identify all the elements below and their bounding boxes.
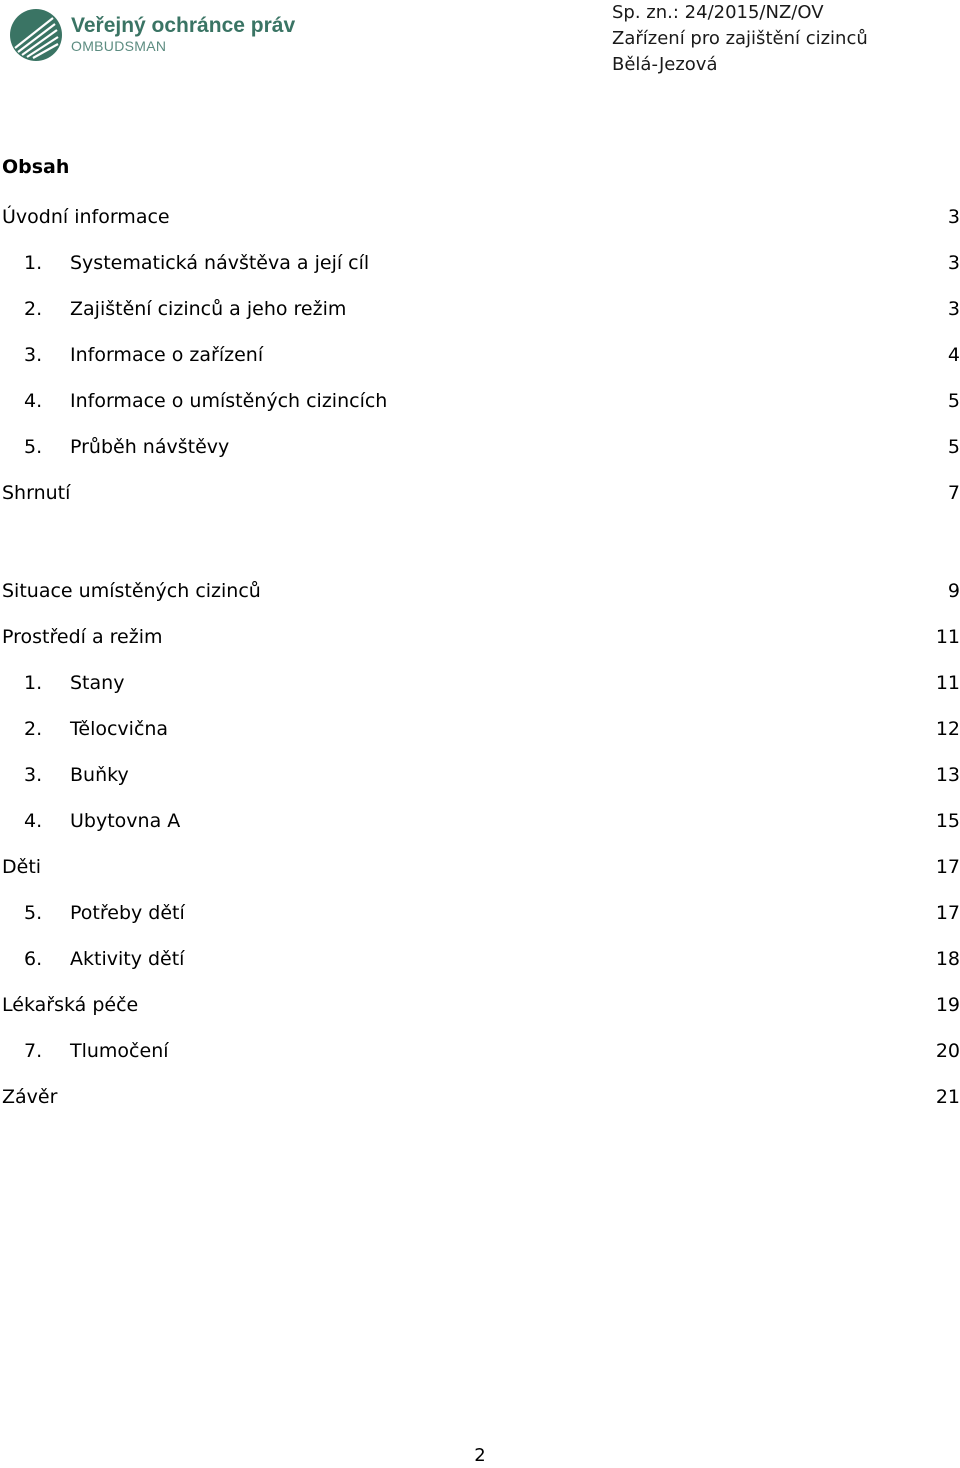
facility-location: Bělá-Jezová [612, 54, 718, 75]
toc-entry-page: 3 [947, 252, 960, 274]
toc-entry[interactable] [0, 894, 960, 940]
toc-entry-label: Lékařská péče [2, 994, 139, 1016]
toc-entry-page: 11 [935, 672, 960, 694]
toc-entry[interactable] [0, 428, 960, 474]
toc-entry-number: 1. [24, 672, 43, 694]
toc-entry-number: 5. [24, 902, 43, 924]
toc-entry-label: Ubytovna A [70, 810, 181, 832]
toc-entry[interactable] [0, 986, 960, 1032]
toc-entry[interactable] [0, 198, 960, 244]
toc-entry-label: Potřeby dětí [70, 902, 185, 924]
toc-entry-number: 3. [24, 344, 43, 366]
toc-entry-page: 17 [935, 856, 960, 878]
toc-entry-label: Závěr [2, 1086, 58, 1108]
reference-number: Sp. zn.: 24/2015/NZ/OV [612, 2, 824, 23]
toc-entry-label: Děti [2, 856, 42, 878]
toc-entry-page: 18 [935, 948, 960, 970]
toc-entry[interactable] [0, 940, 960, 986]
toc-entry-label: Informace o umístěných cizincích [70, 390, 388, 412]
toc-entry-page: 15 [935, 810, 960, 832]
toc-entry-page: 21 [935, 1086, 960, 1108]
toc-entry[interactable] [0, 756, 960, 802]
toc-entry-number: 3. [24, 764, 43, 786]
toc-entry-label: Tlumočení [70, 1040, 169, 1062]
toc-entry-label: Zajištění cizinců a jeho režim [70, 298, 347, 320]
toc-entry-page: 17 [935, 902, 960, 924]
toc-entry-label: Tělocvična [70, 718, 169, 740]
toc-entry[interactable] [0, 336, 960, 382]
toc-entry-label: Úvodní informace [2, 206, 170, 228]
toc-entry-label: Buňky [70, 764, 129, 786]
toc-entry-label: Systematická návštěva a její cíl [70, 252, 370, 274]
toc-entry[interactable] [0, 572, 960, 618]
toc-entry-page: 4 [947, 344, 960, 366]
toc-entry[interactable] [0, 1078, 960, 1124]
toc-entry-page: 13 [935, 764, 960, 786]
toc-entry-label: Aktivity dětí [70, 948, 185, 970]
toc-entry-number: 5. [24, 436, 43, 458]
toc-entry-number: 2. [24, 718, 43, 740]
logo-name: Veřejný ochránce práv [71, 14, 296, 37]
facility-name: Zařízení pro zajištění cizinců [612, 28, 868, 49]
toc-entry[interactable] [0, 802, 960, 848]
toc-entry-number: 4. [24, 390, 43, 412]
toc-entry-label: Průběh návštěvy [70, 436, 230, 458]
toc-entry-page: 19 [935, 994, 960, 1016]
toc-entry-label: Prostředí a režim [2, 626, 163, 648]
toc-entry-page: 3 [947, 206, 960, 228]
toc-entry[interactable] [0, 710, 960, 756]
toc-entry-number: 4. [24, 810, 43, 832]
toc-entry[interactable] [0, 664, 960, 710]
toc-entry-label: Stany [70, 672, 125, 694]
toc-entry-page: 11 [935, 626, 960, 648]
toc-title: Obsah [2, 156, 70, 178]
toc-entry-page: 20 [935, 1040, 960, 1062]
toc-entry-number: 1. [24, 252, 43, 274]
toc-entry-page: 12 [935, 718, 960, 740]
toc-entry[interactable] [0, 618, 960, 664]
toc-entry[interactable] [0, 848, 960, 894]
toc-entry-page: 7 [947, 482, 960, 504]
logo-subtitle: OMBUDSMAN [71, 38, 167, 54]
toc-entry-page: 9 [947, 580, 960, 602]
ombudsman-logo [9, 8, 296, 64]
toc-entry[interactable] [0, 1032, 960, 1078]
toc-entry-label: Informace o zařízení [70, 344, 264, 366]
table-of-contents [0, 198, 960, 1124]
toc-entry-number: 2. [24, 298, 43, 320]
page-number: 2 [474, 1445, 486, 1466]
toc-entry[interactable] [0, 382, 960, 428]
ombudsman-emblem-icon [9, 8, 63, 62]
toc-entry-number: 7. [24, 1040, 43, 1062]
toc-entry-label: Situace umístěných cizinců [2, 580, 261, 602]
toc-entry-page: 5 [947, 436, 960, 458]
toc-entry[interactable] [0, 244, 960, 290]
toc-entry-label: Shrnutí [2, 482, 71, 504]
toc-entry[interactable] [0, 474, 960, 520]
toc-entry[interactable] [0, 290, 960, 336]
toc-entry-page: 5 [947, 390, 960, 412]
toc-entry-page: 3 [947, 298, 960, 320]
document-header [612, 0, 868, 78]
toc-entry-number: 6. [24, 948, 43, 970]
